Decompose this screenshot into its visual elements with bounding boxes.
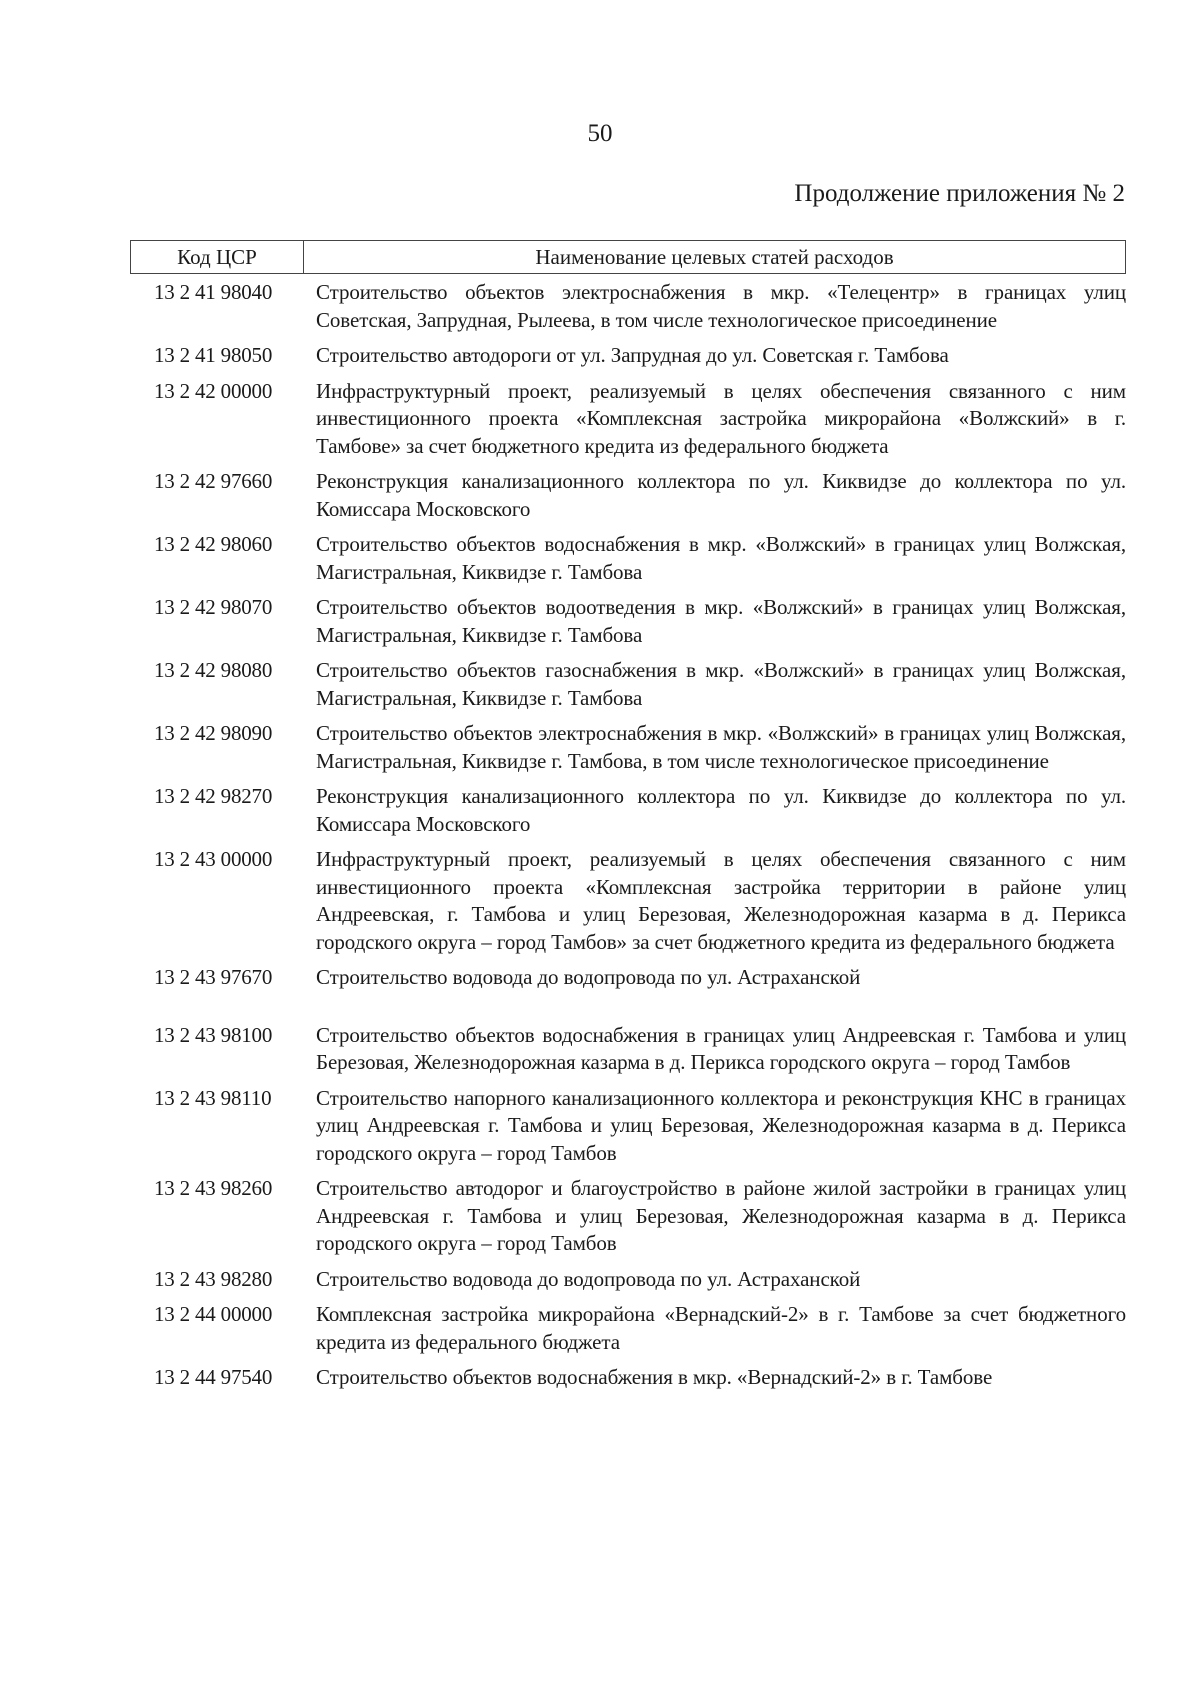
- table-row: [130, 846, 1126, 956]
- row-name: Строительство объектов водоснабжения в мкр. «Вернадский-2» в г. Тамбове: [316, 1365, 993, 1389]
- row-code: 13 2 43 98280: [154, 1266, 273, 1291]
- table-row: [130, 783, 1126, 838]
- row-name: Строительство автодорог и благоустройство в районе жилой застройки в границах улиц Андреевская г. Тамбова и улиц Березовая, Железнодорожная казарма в д. Перикса городского округа – город Тамбов: [316, 1176, 1126, 1255]
- table-row: [130, 279, 1126, 334]
- header-name: Наименование целевых статей расходов: [535, 245, 894, 269]
- table-row: [130, 964, 1126, 992]
- row-code: 13 2 42 97660: [154, 469, 273, 493]
- row-name: Строительство напорного канализационного коллектора и реконструкция КНС в границах улиц Андреевская г. Тамбова и улиц Березовая, Железнодорожная казарма в д. Перикса городского округа – город Тамбов: [316, 1085, 1126, 1165]
- row-code: 13 2 41 98040: [154, 280, 273, 304]
- row-code: 13 2 42 98060: [154, 532, 273, 556]
- table-row: [130, 531, 1126, 586]
- row-name: Строительство водовода до водопровода по ул. Астраханской: [316, 1266, 861, 1291]
- page-number: 50: [587, 120, 613, 147]
- row-name: Строительство объектов электроснабжения в мкр. «Телецентр» в границах улиц Советская, Запрудная, Рылеева, в том числе технологическое присоединение: [316, 280, 1126, 332]
- row-name: Реконструкция канализационного коллектора по ул. Киквидзе до коллектора по ул. Комиссара Московского: [316, 784, 1126, 836]
- row-code: 13 2 43 98100: [154, 1022, 273, 1047]
- row-code: 13 2 44 00000: [154, 1302, 273, 1326]
- row-code: 13 2 42 98090: [154, 721, 273, 745]
- table-row: [130, 1022, 1126, 1077]
- table-row: [130, 594, 1126, 649]
- row-code: 13 2 42 98070: [154, 595, 273, 619]
- table-row: [130, 1364, 1126, 1392]
- table-row: [130, 720, 1126, 775]
- table-row: [130, 1301, 1126, 1356]
- row-name: Строительство объектов газоснабжения в мкр. «Волжский» в границах улиц Волжская, Магистральная, Киквидзе г. Тамбова: [316, 658, 1126, 710]
- table-header: [130, 240, 1126, 274]
- row-code: 13 2 42 00000: [154, 378, 273, 403]
- row-name: Строительство объектов водоснабжения в границах улиц Андреевская г. Тамбова и улиц Березовая, Железнодорожная казарма в д. Перикса городского округа – город Тамбов: [316, 1022, 1126, 1074]
- table-row: [130, 1266, 1126, 1294]
- table-row: [130, 657, 1126, 712]
- continuation-label: Продолжение приложения № 2: [794, 180, 1125, 207]
- row-code: 13 2 43 00000: [154, 847, 273, 871]
- row-name: Строительство объектов водоотведения в мкр. «Волжский» в границах улиц Волжская, Магистральная, Киквидзе г. Тамбова: [316, 595, 1126, 647]
- table-row: [130, 342, 1126, 370]
- row-name: Реконструкция канализационного коллектора по ул. Киквидзе до коллектора по ул. Комиссара Московского: [316, 469, 1126, 521]
- row-name: Строительство автодороги от ул. Запрудная до ул. Советская г. Тамбова: [316, 343, 949, 367]
- row-name: Инфраструктурный проект, реализуемый в целях обеспечения связанного с ним инвестиционного проекта «Комплексная застройка территории в районе улиц Андреевская, г. Тамбова и улиц Березовая, Железнодорожная казарма в д. Перикса городского округа – город Тамбов» за счет бюджетного кредита из федерального бюджета: [316, 847, 1126, 954]
- row-name: Инфраструктурный проект, реализуемый в целях обеспечения связанного с ним инвестиционного проекта «Комплексная застройка микрорайона «Волжский» в г. Тамбове» за счет бюджетного кредита из федерального бюджета: [316, 378, 1126, 458]
- row-name: Строительство водовода до водопровода по ул. Астраханской: [316, 965, 861, 989]
- row-code: 13 2 43 97670: [154, 965, 273, 989]
- table-row: [130, 1175, 1126, 1258]
- row-name: Строительство объектов электроснабжения в мкр. «Волжский» в границах улиц Волжская, Магистральная, Киквидзе г. Тамбова, в том числе технологическое присоединение: [316, 721, 1126, 773]
- header-code: Код ЦСР: [131, 241, 304, 273]
- table-body: [130, 279, 1126, 1400]
- table-row: [130, 378, 1126, 461]
- row-code: 13 2 44 97540: [154, 1365, 273, 1389]
- table-row: [130, 1085, 1126, 1168]
- row-code: 13 2 42 98270: [154, 784, 273, 808]
- row-code: 13 2 43 98260: [154, 1176, 273, 1200]
- row-code: 13 2 43 98110: [154, 1085, 272, 1110]
- row-name: Комплексная застройка микрорайона «Вернадский-2» в г. Тамбове за счет бюджетного кредита из федерального бюджета: [316, 1302, 1126, 1354]
- table-row: [130, 468, 1126, 523]
- row-name: Строительство объектов водоснабжения в мкр. «Волжский» в границах улиц Волжская, Магистральная, Киквидзе г. Тамбова: [316, 532, 1126, 584]
- row-code: 13 2 42 98080: [154, 658, 273, 682]
- row-code: 13 2 41 98050: [154, 343, 273, 367]
